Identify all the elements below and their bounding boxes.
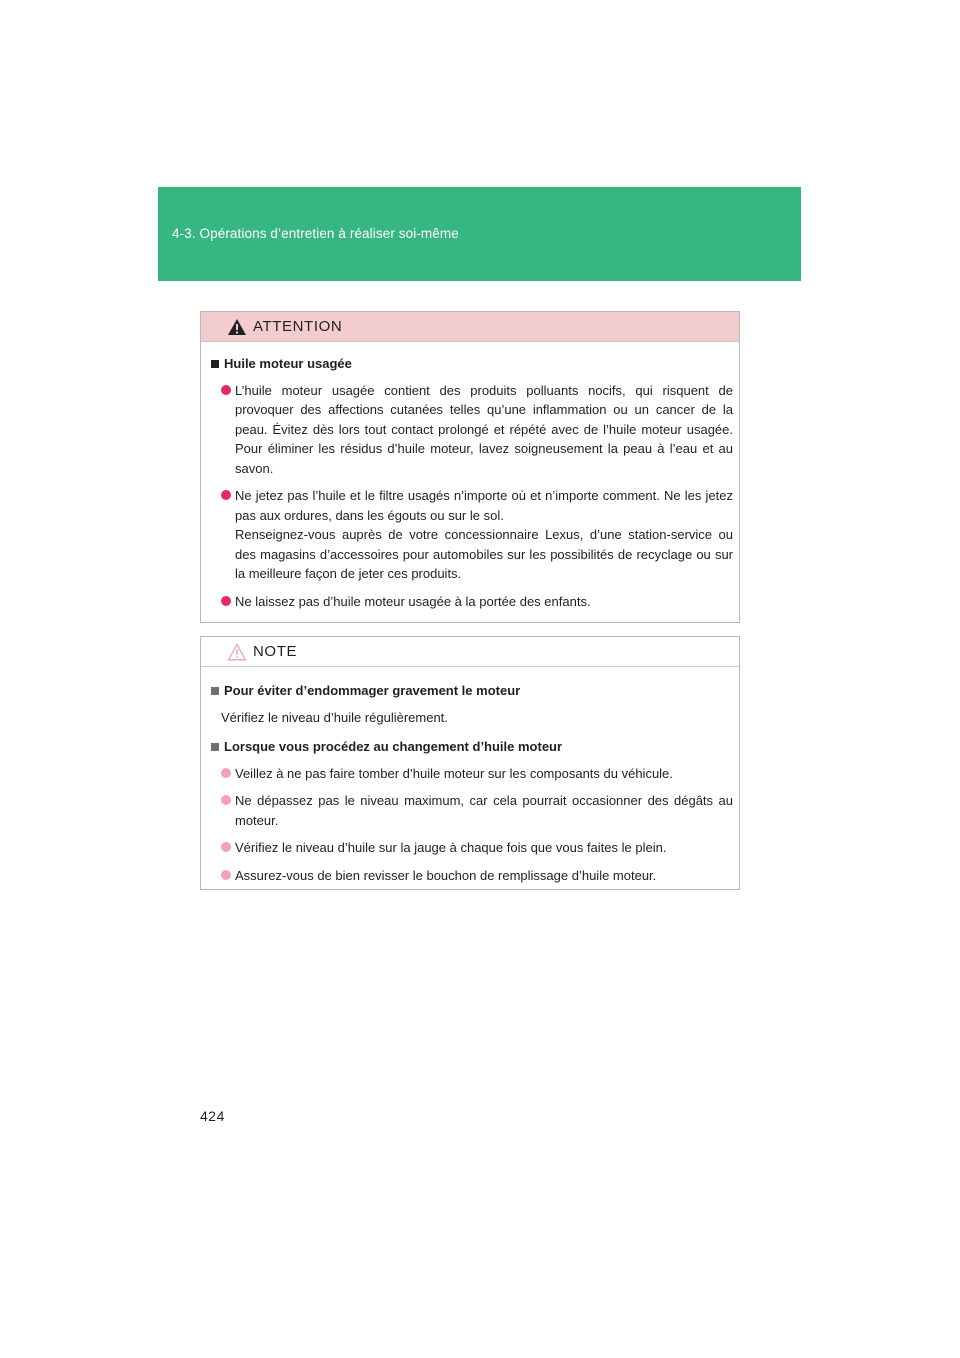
warning-icon xyxy=(227,318,247,336)
square-bullet-icon xyxy=(211,360,219,368)
note-bullet-text: Assurez-vous de bien revisser le bouchon de remplissage d’huile moteur. xyxy=(235,867,657,883)
attention-bullet-text: Ne laissez pas d’huile moteur usagée à la portée des enfants. xyxy=(235,593,591,609)
section-title: 4-3. Opérations d’entretien à réaliser soi-même xyxy=(172,226,459,241)
note-section-1-text: Vérifiez le niveau d’huile régulièrement. xyxy=(221,709,448,725)
bullet-dot-icon xyxy=(221,596,231,606)
attention-bullet-2-line1: Ne jetez pas l’huile et le filtre usagés n’importe où et n’importe comment. Ne les jetez pas aux ordures, dans les égouts ou sur le sol. xyxy=(235,488,733,523)
caution-outline-icon xyxy=(227,643,247,661)
attention-body xyxy=(201,342,739,611)
note-section-2-title xyxy=(211,737,733,757)
square-bullet-icon xyxy=(211,743,219,751)
attention-bullet-1 xyxy=(221,381,733,479)
attention-section-title xyxy=(211,354,733,374)
page-number: 424 xyxy=(200,1108,225,1124)
note-bullet-3 xyxy=(221,838,733,858)
attention-bullet-2 xyxy=(221,486,733,584)
attention-label: ATTENTION xyxy=(253,318,343,335)
bullet-dot-icon xyxy=(221,842,231,852)
attention-bullet-text: L’huile moteur usagée contient des produits polluants nocifs, qui risquent de provoquer des affections cutanées telles qu’une inflammation ou un cancer de la peau. Évitez dès lors tout contact prolongé et répété avec de l’huile moteur usagée. Pour éliminer les résidus d’huile moteur, lavez soigneusement la peau à l’eau et au savon. xyxy=(235,382,733,476)
note-bullet-text: Vérifiez le niveau d’huile sur la jauge à chaque fois que vous faites le plein. xyxy=(235,840,667,855)
note-header xyxy=(201,637,739,667)
bullet-dot-icon xyxy=(221,490,231,500)
attention-bullet-2-line2: Renseignez-vous auprès de votre concessionnaire Lexus, d’une station-service ou des magasins d’accessoires pour automobiles sur les possibilités de recyclage ou sur la meilleure façon de jeter ces produits. xyxy=(235,527,733,581)
note-box xyxy=(200,636,740,890)
attention-bullet-3 xyxy=(221,592,733,612)
bullet-dot-icon xyxy=(221,768,231,778)
attention-section-title-text: Huile moteur usagée xyxy=(224,356,352,371)
note-section-2-title-text: Lorsque vous procédez au changement d’huile moteur xyxy=(224,739,563,754)
note-bullet-2 xyxy=(221,791,733,830)
attention-box xyxy=(200,311,740,623)
attention-bullet-text xyxy=(235,486,733,584)
note-section-1-title xyxy=(211,681,733,701)
bullet-dot-icon xyxy=(221,385,231,395)
bullet-dot-icon xyxy=(221,870,231,880)
note-label: NOTE xyxy=(253,643,298,660)
attention-header xyxy=(201,312,739,342)
note-bullet-1 xyxy=(221,764,733,784)
note-body xyxy=(201,667,739,885)
note-section-1-title-text: Pour éviter d’endommager gravement le moteur xyxy=(224,683,521,698)
note-bullet-4 xyxy=(221,866,733,886)
note-bullet-text: Veillez à ne pas faire tomber d’huile moteur sur les composants du véhicule. xyxy=(235,765,673,781)
square-bullet-icon xyxy=(211,687,219,695)
bullet-dot-icon xyxy=(221,795,231,805)
section-header-band xyxy=(158,187,801,281)
note-bullet-text: Ne dépassez pas le niveau maximum, car cela pourrait occasionner des dégâts au moteur. xyxy=(235,793,733,828)
